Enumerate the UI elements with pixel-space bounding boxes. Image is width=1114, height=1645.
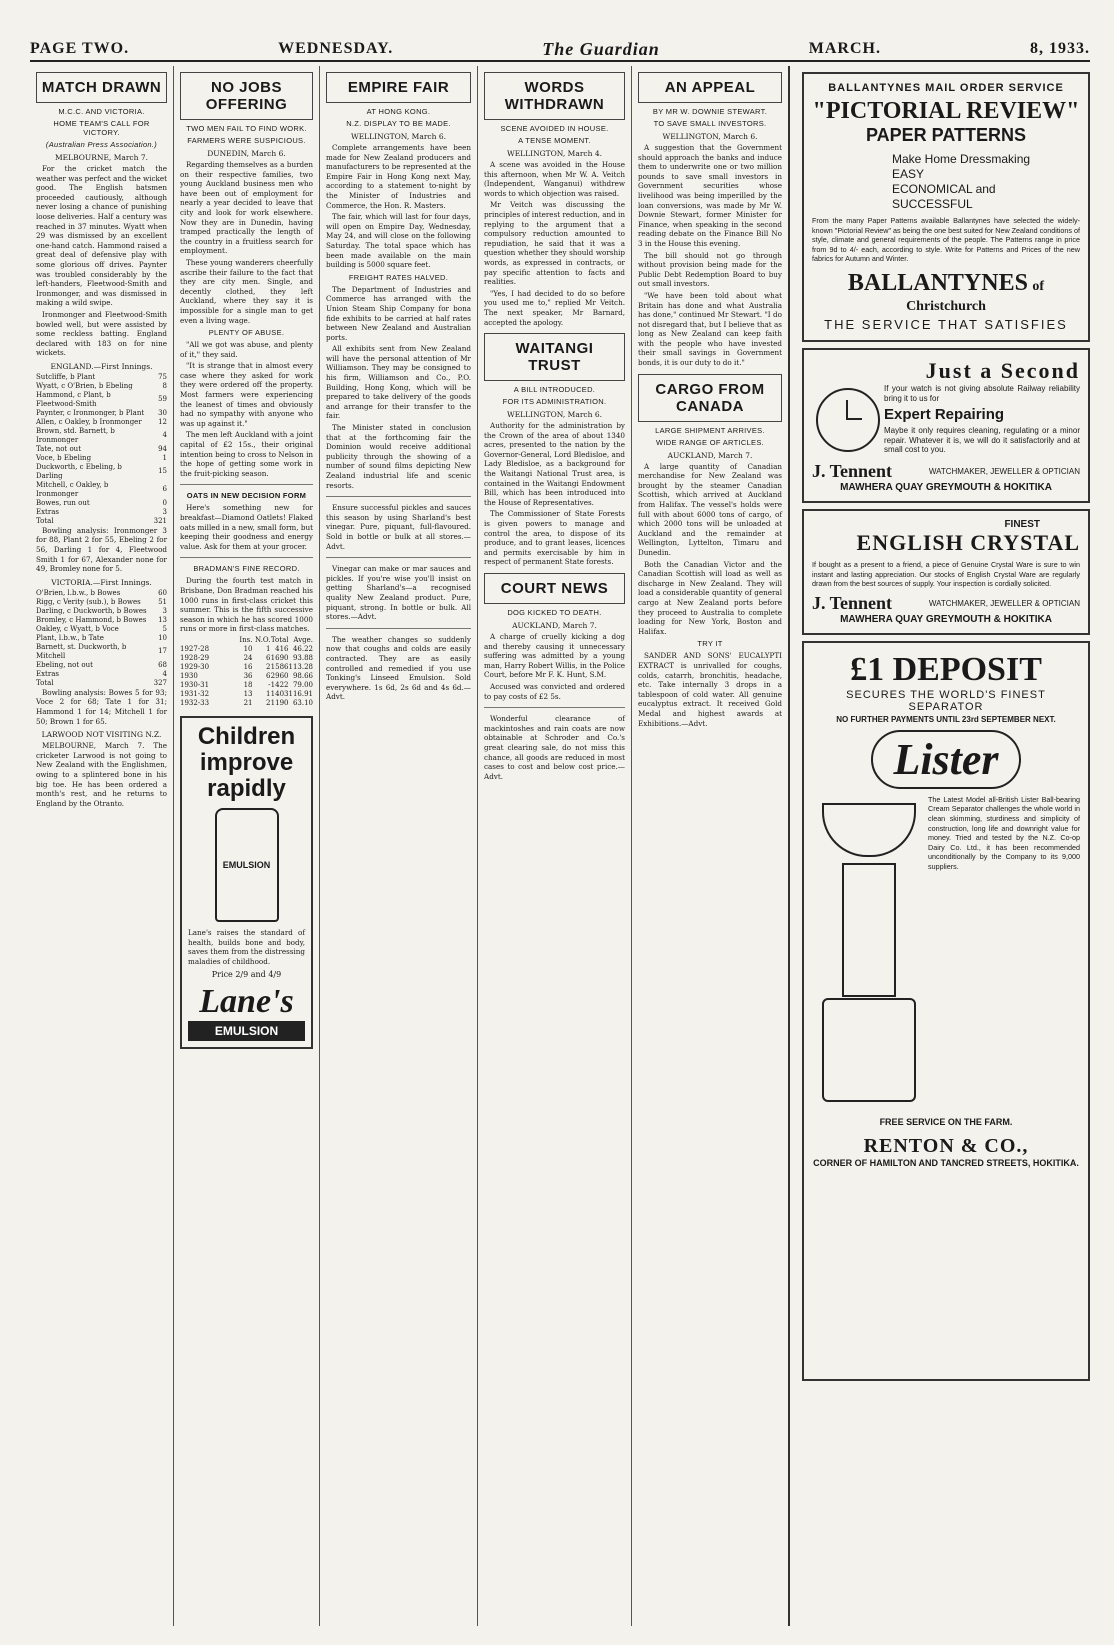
advert-brand: BALLANTYNES <box>847 269 1028 296</box>
table-row: Total 321 <box>36 516 167 525</box>
paragraph: The bill should not go through without provision being made for the Public Debt Redemption Board to buy out small investors. <box>638 250 782 289</box>
divider <box>326 496 471 497</box>
advert-subtitle: SECURES THE WORLD'S FINEST SEPARATOR <box>846 688 1046 713</box>
paragraph: "Yes, I had decided to do so before you used me to," replied Mr Veitch. The next speaker, Mr Barnard, accepted the apology. <box>484 288 625 327</box>
dateline: WELLINGTON, March 4. <box>507 149 602 158</box>
table-row: O'Brien, l.b.w., b Bowes 60 <box>36 588 167 597</box>
paragraph: A large quantity of Canadian merchandise for New Zealand was brought by the steamer Canadian Scottish, which arrived at Auckland from Halifax. The vessel's holds were full with about 6000 tons of cargo, of which 2000 tons will be unloaded at Auckland and the remainder at Wellington, Lyttelton, Timaru and Dunedin. <box>638 461 782 557</box>
column-match-drawn <box>30 66 174 1626</box>
table-row: Extras 4 <box>36 669 167 678</box>
table-row: Plant, l.b.w., b Tate 10 <box>36 633 167 642</box>
paragraph: The Minister stated in conclusion that at the forthcoming fair the Dominion would receive additional publicity through the showing of a number of sound films depicting New Zealand industrial life and scenic resorts. <box>326 423 471 490</box>
advert-title: "PICTORIAL REVIEW" <box>812 98 1080 124</box>
advert-text: SANDER AND SONS' EUCALYPTI EXTRACT is unrivalled for coughs, colds, catarrh, bronchitis, headache, etc. Take internally 3 drops in a tablespoon of cold water. All genuine eucalyptus extract. It received Gold Medal and highest awards at Exhibitions.—Advt. <box>638 651 782 728</box>
column-empire-fair <box>320 66 478 1626</box>
table-row: Allen, c Oakley, b Ironmonger 12 <box>36 417 167 426</box>
paragraph: Regarding themselves as a burden on their respective families, two young Auckland business men who have been out of employment for nearly a year decided to leave that city and look for work elsewhere. Now they are in Dunedin, having tramped practically the length of the country in a fruitless search for employment. <box>180 160 313 256</box>
dateline: WELLINGTON, March 6. <box>507 410 602 420</box>
paragraph: A suggestion that the Government should approach the banks and induce them to underwrite one or two million pounds to save small investors in Government securities whose livelihood was being imperilled by the loan conversions, was made by Mr W. Downie Stewart, former Minister for Finance, when speaking in the second reading debate on the Finance Bill No 3 in the House this evening. <box>638 143 782 248</box>
subhead: PLENTY OF ABUSE. <box>208 328 285 338</box>
advert-title: £1 DEPOSIT <box>850 650 1042 688</box>
subhead: TRY IT <box>697 639 723 649</box>
table-row: Voce, b Ebeling 1 <box>36 453 167 462</box>
table-row: Bromley, c Hammond, b Bowes 13 <box>36 615 167 624</box>
paragraph: For the cricket match the weather was perfect and the wicket good. The English batsmen proceeded cautiously, although never losing a chance of punishing loose deliveries. Half a century was reached in 37 minutes. Wyatt when 29 was dismissed by an excellent one-hand catch. Hammond raised a great deal of defensive play with some glorious off drives. Paynter was troubled considerably by the left-handers, Fleetwood-Smith and Ironmonger, and was dismissed in making a wild swipe. <box>36 164 167 308</box>
subhead: LARGE SHIPMENT ARRIVES. <box>655 425 765 435</box>
advert-text: If your watch is not giving absolute Railway reliability bring it to us for <box>884 383 1080 403</box>
clock-icon <box>816 388 880 452</box>
advert-headline: Expert Repairing <box>884 406 1005 424</box>
table-row: Darling, c Duckworth, b Bowes 3 <box>36 606 167 615</box>
table-row: Oakley, c Wyatt, b Voce 5 <box>36 624 167 633</box>
table-row: Paynter, c Ironmonger, b Plant 30 <box>36 408 167 417</box>
table-header-row: Ins. N.O. Total Avge. <box>239 635 313 644</box>
subhead: FOR ITS ADMINISTRATION. <box>502 397 607 407</box>
table-row: Rigg, c Verity (sub.), b Bowes 51 <box>36 597 167 606</box>
headline-words-withdrawn: WORDS WITHDRAWN <box>484 72 625 120</box>
paragraph: These young wanderers cheerfully ascribe their failure to the fact that they are city men. Single, and decently clothed, they left Auckland, where they say it is impossible for a single man to get even a living wage. <box>180 257 313 325</box>
paragraph: Mr Veitch was discussing the principles of interest reduction, and in replying to the argument that a compulsory reduction amounted to repudiation, he said that it was a question whether they should worship words, as expressed in contracts, or pay specific attention to facts and realities. <box>484 200 625 287</box>
table-row: Mitchell, c Oakley, b Ironmonger 6 <box>36 480 167 498</box>
paragraph: MELBOURNE, March 7. The cricketer Larwood is not going to New Zealand with the Englishmen, owing to a splintered bone in his big toe. He has been ordered a month's rest, and he returns to England by the Otranto. <box>36 741 167 808</box>
column-an-appeal <box>632 66 790 1626</box>
table-row: Barnett, st. Duckworth, b Mitchell 17 <box>36 642 167 660</box>
advert-text: Here's something new for breakfast—Diamond Oatlets! Flaked oats milled in a new, small form, but keeping their goodness and energy value. Ask for them at your grocer. <box>180 503 313 551</box>
advert-text: Maybe it only requires cleaning, regulating or a minor repair. Whatever it is, we will do it satisfactorily and at small cost to you. <box>884 426 1080 455</box>
subhead: TO SAVE SMALL INVESTORS. <box>653 119 767 128</box>
subhead: AT HONG KONG. <box>366 107 431 116</box>
separator-machine-icon <box>812 803 922 1103</box>
subhead: (Australian Press Association.) <box>45 140 158 149</box>
divider <box>326 557 471 558</box>
paragraph: "We have been told about what Britain has done and what Australia has done," continued Mr Stewart. "I do not disregard that, but I believe that as long as New Zealand can keep faith with the people who have invested their small savings in Government bonds, it is our duty to do it." <box>638 290 782 368</box>
headline-an-appeal: AN APPEAL <box>638 72 782 103</box>
ballantynes-advert <box>802 72 1090 342</box>
england-scorecard <box>36 373 167 526</box>
subhead: N.Z. DISPLAY TO BE MADE. <box>346 119 451 128</box>
dateline: WELLINGTON, March 6. <box>662 132 758 141</box>
subhead: SCENE AVOIDED IN HOUSE. <box>500 124 609 133</box>
advert-address: CORNER OF HAMILTON AND TANCRED STREETS, HOKITIKA. <box>813 1157 1079 1168</box>
table-row: Total 327 <box>36 678 167 687</box>
advert-title: OATS IN NEW DECISION FORM <box>186 491 307 501</box>
table-row: Tate, not out 94 <box>36 444 167 453</box>
advert-brand: Lister <box>871 730 1020 789</box>
table-row: 1929-30 16 2 1586 113.28 <box>180 662 313 671</box>
paragraph: The Commissioner of State Forests is given powers to manage and control the area, to dispose of its produce, and to grant leases, licences and permits exercisable by him in respect of permanent State forests. <box>484 509 625 567</box>
divider <box>180 557 313 558</box>
bottle-icon: EMULSION <box>215 808 279 922</box>
paragraph: The men left Auckland with a joint capital of £2 15s., their original intention being to cross to Nelson in the hope of getting some work in the fruit-picking season. <box>180 430 313 478</box>
divider <box>180 484 313 485</box>
divider <box>326 628 471 629</box>
subhead: LARWOOD NOT VISITING N.Z. <box>41 730 162 740</box>
advert-tagline: THE SERVICE THAT SATISFIES <box>824 316 1068 332</box>
headline-no-jobs: NO JOBS OFFERING <box>180 72 313 120</box>
advert-dealer: RENTON & CO., <box>863 1134 1029 1157</box>
advert-brand: J. Tennent <box>812 592 893 613</box>
paragraph: Accused was convicted and ordered to pay costs of £2 5s. <box>484 681 625 701</box>
paragraph: Authority for the administration by the Crown of the area of about 1340 acres, presented to the nation by the Governor-General, Lord Bledisloe, and Lady Bledisloe, as a background for the Waitangi National Trust area, is contained in the Waitangi Endowment Bill, which has been introduced into the House of Representatives. <box>484 421 625 507</box>
advert-address: MAWHERA QUAY GREYMOUTH & HOKITIKA <box>840 481 1052 493</box>
victoria-scorecard <box>36 589 167 688</box>
advert-headline: Children improve rapidly <box>197 722 296 802</box>
table-row: Brown, std. Barnett, b Ironmonger 4 <box>36 426 167 444</box>
advert-text: The weather changes so suddenly now that coughs and colds are easily contracted. They are as easily controlled and remedied if you use Tonking's Linseed Emulsion. Sold everywhere. 1s 6d, 2s 6d and 4s 6d.—Advt. <box>326 634 471 702</box>
lanes-emulsion-advert <box>180 716 313 1049</box>
advert-footer: FREE SERVICE ON THE FARM. <box>879 1116 1013 1127</box>
column-no-jobs <box>174 66 320 1626</box>
innings-title: ENGLAND.—First Innings. <box>50 361 153 371</box>
table-row: 1932-33 21 2 1190 63.10 <box>180 698 313 707</box>
paragraph: Bowling analysis: Bowes 5 for 93; Voce 2 for 68; Tate 1 for 31; Hammond 1 for 14; Mitchell 1 for 50; Brown 1 for 65. <box>36 687 167 726</box>
advert-city: of Christchurch <box>906 278 1045 314</box>
paper-title: The Guardian <box>542 38 660 59</box>
tennent-watch-advert <box>802 348 1090 503</box>
paragraph: A charge of cruelly kicking a dog and thereby causing it unnecessary suffering was admitted by a young man, Harry Robert Willis, in the Police Court, before Mr F. K. Hunt, S.M. <box>484 632 626 680</box>
headline-empire-fair: EMPIRE FAIR <box>326 72 471 103</box>
dateline: AUCKLAND, March 7. <box>667 450 753 460</box>
subhead: M.C.C. AND VICTORIA. <box>58 107 145 116</box>
advert-address: MAWHERA QUAY GREYMOUTH & HOKITIKA <box>840 613 1052 625</box>
column-words-withdrawn <box>478 66 632 1626</box>
table-row: 1927-28 10 1 416 46.22 <box>180 644 313 653</box>
paragraph: Bowling analysis: Ironmonger 3 for 88, Plant 2 for 55, Ebeling 2 for 56, Darling 1 for 4, Fleetwood Smith 1 for 67, Alexander none for 49, Bromley none for 5. <box>36 525 167 574</box>
column-adverts <box>796 66 1096 1626</box>
dateline: DUNEDIN, March 6. <box>207 149 286 158</box>
advert-title: ENGLISH CRYSTAL <box>856 529 1080 555</box>
month: MARCH. <box>808 40 881 57</box>
headline-match-drawn: MATCH DRAWN <box>36 72 167 103</box>
day: WEDNESDAY. <box>278 40 394 57</box>
advert-top: BALLANTYNES MAIL ORDER SERVICE <box>828 82 1064 94</box>
paragraph: A scene was avoided in the House this afternoon, when Mr W. A. Veitch (Independent, Wanganui) withdrew words to which objection was raised. <box>484 160 625 198</box>
table-row: Ebeling, not out 68 <box>36 660 167 669</box>
table-row: Sutcliffe, b Plant 75 <box>36 372 167 381</box>
lister-separator-advert <box>802 641 1090 1381</box>
table-row: 1930 36 6 2960 98.66 <box>180 671 313 680</box>
table-row: 1931-32 13 1 1403 116.91 <box>180 689 313 698</box>
paragraph: During the fourth test match in Brisbane, Don Bradman reached his 1000 runs in first-class cricket this summer. This is the fifth successive season in which he has scored 1000 runs or more in first-class matches. <box>180 576 313 634</box>
headline-waitangi-trust: WAITANGI TRUST <box>484 333 625 381</box>
paragraph: Ironmonger and Fleetwood-Smith bowled well, but were assisted by some reckless batting. England declared with 183 on for nine wickets. <box>36 309 167 358</box>
dateline: WELLINGTON, March 6. <box>351 132 446 141</box>
advert-text: The Latest Model all-British Lister Ball-bearing Cream Separator challenges the whole world in clean skimming, sturdiness and simplicity of construction, long life and downright value for money. Tried and tested by the N.Z. Co-op Dairy Co. Ltd., it has been recommended unconditionally by the Company to its 9,000 suppliers. <box>928 794 1080 871</box>
table-row: Wyatt, c O'Brien, b Ebeling 8 <box>36 381 167 390</box>
paragraph: "It is strange that in almost every case where they asked for work they were ordered off the property. Most farmers were experiencing the leanest of times and obviously had no sympathy with anyone who was up against it." <box>180 361 313 428</box>
advert-label: EMULSION <box>188 1021 305 1041</box>
advert-price: Price 2/9 and 4/9 <box>211 970 282 980</box>
innings-title: VICTORIA.—First Innings. <box>51 577 152 587</box>
subhead: HOME TEAM'S CALL FOR VICTORY. <box>53 119 150 137</box>
advert-small: FINEST <box>1004 518 1040 530</box>
advert-brand: J. Tennent <box>812 460 893 481</box>
table-row: 1930-31 18 - 1422 79.00 <box>180 680 313 689</box>
table-row: Extras 3 <box>36 507 167 516</box>
paragraph: All exhibits sent from New Zealand will have the personal attention of Mr Williamson. They may be consigned to his firm, Williamson and Co., P.O. Building, Hong Kong, which will be prepared to take delivery of the goods and arrange for their transfer to the fair. <box>326 344 471 421</box>
advert-brand: Lane's <box>199 983 294 1021</box>
advert-text: Vinegar can make or mar sauces and pickles. If you're wise you'll insist on getting Sharland's—a recognised quality New Zealand product. Pure, piquant, strong. In bottle or bulk. All stores.—Advt. <box>326 564 471 622</box>
headline-court-news: COURT NEWS <box>484 573 625 604</box>
advert-text: If bought as a present to a friend, a piece of Genuine Crystal Ware is sure to win instant and lasting appreciation. Our stocks of English Crystal Ware are regularly drawn from the best sources of supply. Your inspection is cordially solicited. <box>812 559 1080 589</box>
advert-lines: Make Home Dressmaking EASY ECONOMICAL and SUCCESSFUL <box>892 152 1031 211</box>
divider <box>484 707 625 708</box>
advert-subtitle: PAPER PATTERNS <box>865 125 1026 145</box>
subhead: FARMERS WERE SUSPICIOUS. <box>187 136 306 145</box>
paragraph: Both the Canadian Victor and the Canadian Scottish will load as well as discharge in New Zealand. They will load a considerable quantity of general cargo at New Zealand ports before they proceed to Australia to complete loading for New York, Boston and Halifax. <box>638 559 782 636</box>
advert-text: Lane's raises the standard of health, builds bone and body, saves them from the distressing maladies of childhood. <box>188 927 305 966</box>
paragraph: The fair, which will last for four days, will open on Empire Day, Wednesday, May 24, and will close on the following Saturday. The total space which has been made available on the main building is 5000 square feet. <box>326 212 471 270</box>
table-row: Duckworth, c Ebeling, b Darling 15 <box>36 462 167 480</box>
dateline: AUCKLAND, March 7. <box>512 621 597 630</box>
subhead: WIDE RANGE OF ARTICLES. <box>655 437 765 447</box>
masthead <box>30 38 1090 62</box>
table-row: 1928-29 24 6 1690 93.88 <box>180 653 313 662</box>
table-row: Bowes, run out 0 <box>36 498 167 507</box>
subhead: DOG KICKED TO DEATH. <box>507 608 602 617</box>
subhead: A TENSE MOMENT. <box>518 136 591 145</box>
subhead: BY MR W. DOWNIE STEWART. <box>652 107 768 116</box>
subhead: BRADMAN'S FINE RECORD. <box>193 564 300 574</box>
advert-text: Wonderful clearance of mackintoshes and rain coats are now obtainable at Schroder and Co.'s great clearing sale, do not miss this chance, all goods are reduced in most cases to cost and below cost price.—Advt. <box>484 714 625 781</box>
headline-cargo-from-canada: CARGO FROM CANADA <box>638 374 782 422</box>
advert-trade: WATCHMAKER, JEWELLER & OPTICIAN <box>928 598 1080 608</box>
subhead: A BILL INTRODUCED. <box>513 385 596 395</box>
paragraph: Complete arrangements have been made for New Zealand producers and manufacturers to be represented at the Empire Fair in Hong Kong next May, according to a statement to-night by the Minister of Industries and Commerce, the Hon. R. Masters. <box>326 143 471 210</box>
bradman-record-table <box>180 636 313 708</box>
subhead: FREIGHT RATES HALVED. <box>348 272 449 282</box>
advert-subtitle: NO FURTHER PAYMENTS UNTIL 23rd SEPTEMBER NEXT. <box>836 714 1056 724</box>
dateline: MELBOURNE, March 7. <box>54 153 148 162</box>
crystal-advert <box>802 509 1090 635</box>
page-number: PAGE TWO. <box>30 40 130 57</box>
table-row: Hammond, c Plant, b Fleetwood-Smith 59 <box>36 390 167 408</box>
advert-text: From the many Paper Patterns available Ballantynes have selected the widely-known "Pictorial Review" as being the one best suited for New Zealand conditions of style, climate and general requirements of the people. The Patterns range in price from 9d to 4/- each, according to style. Write for Patterns and Prices of the new fabrics for Autumn and Winter. <box>812 216 1080 264</box>
advert-trade: WATCHMAKER, JEWELLER & OPTICIAN <box>928 466 1080 476</box>
advert-title: Just a Second <box>925 357 1080 383</box>
advert-text: Ensure successful pickles and sauces this season by using Sharland's best vinegar. Pure, piquant, full-flavoured. Sold in bottle or bulk at all stores.—Advt. <box>326 503 471 551</box>
date: 8, 1933. <box>1029 40 1090 57</box>
paragraph: "All we got was abuse, and plenty of it," they said. <box>180 340 313 359</box>
paragraph: The Department of Industries and Commerce has arranged with the Union Steam Ship Company for bona fide exhibits to be carried at half rates between New Zealand and Australian ports. <box>326 284 471 342</box>
subhead: TWO MEN FAIL TO FIND WORK. <box>186 124 307 133</box>
